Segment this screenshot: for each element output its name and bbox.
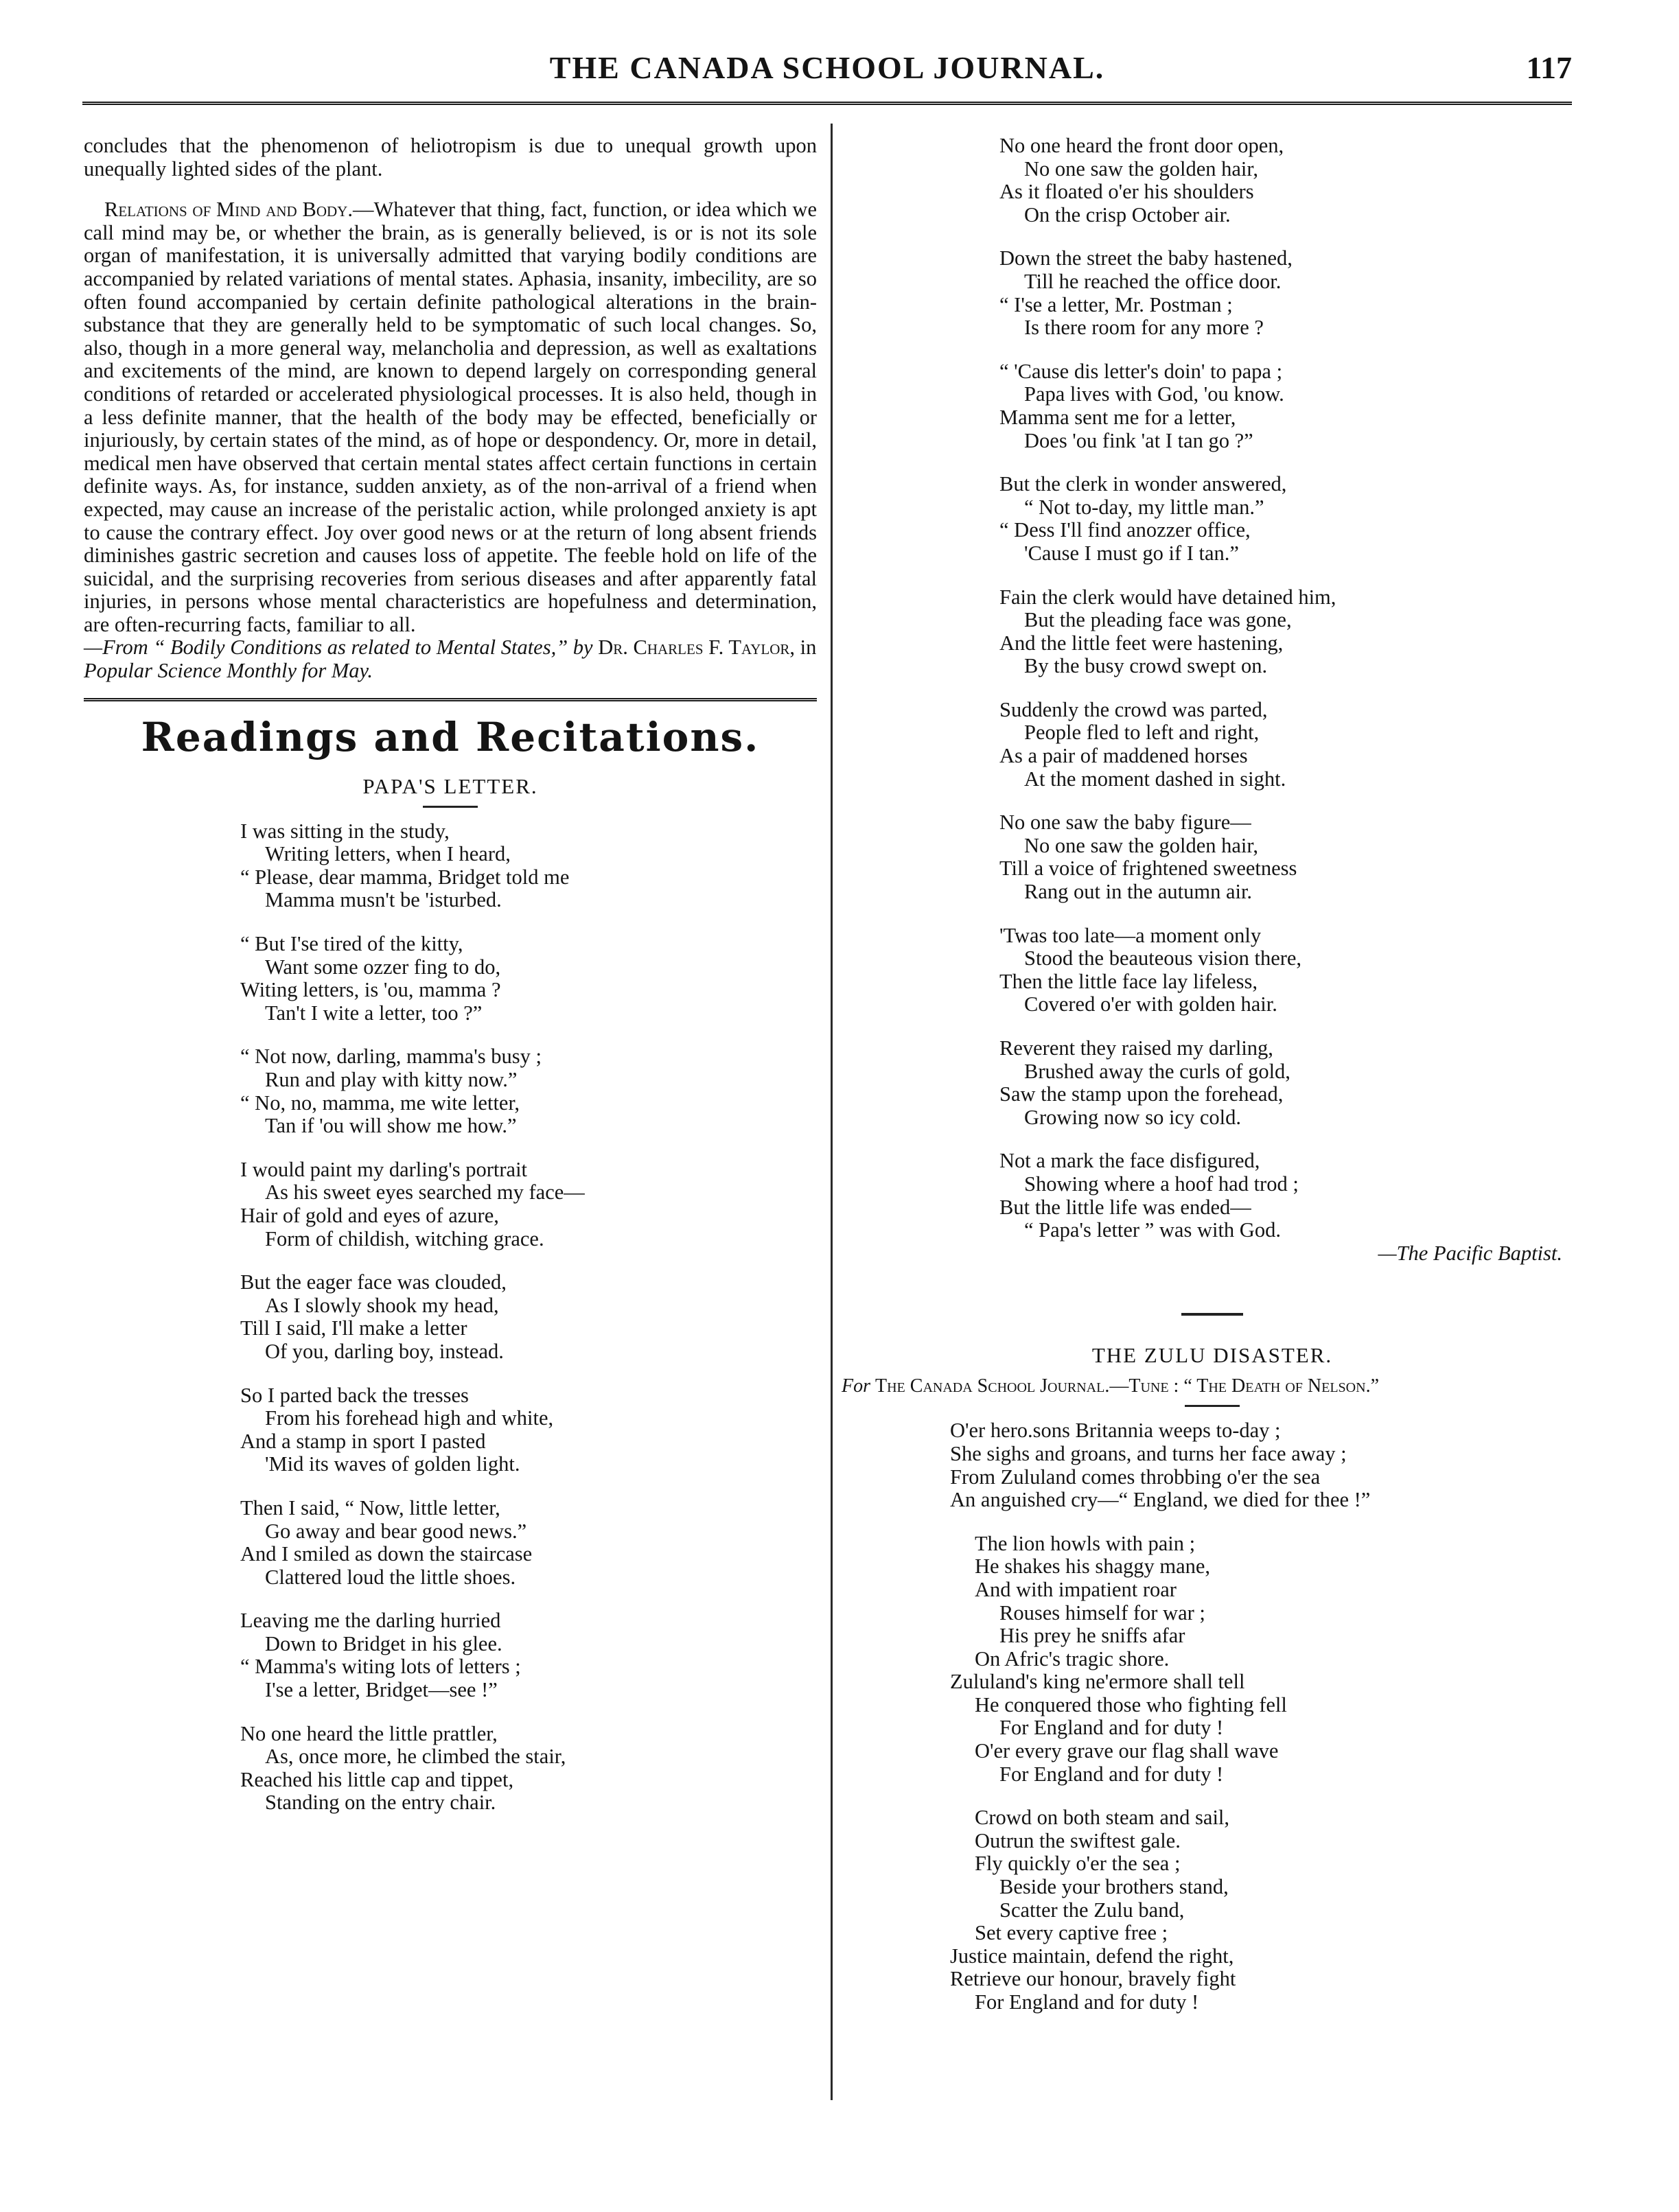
- poem-line: “ Mamma's witing lots of letters ;: [240, 1655, 521, 1679]
- poem-line: Want some ozzer fing to do,: [265, 955, 501, 979]
- poem-line: No one saw the golden hair,: [1024, 833, 1258, 857]
- poem-line: No one saw the golden hair,: [1024, 156, 1258, 181]
- poem-line: Scatter the Zulu band,: [999, 1898, 1185, 1922]
- citation-publication: Popular Science Monthly for May.: [84, 659, 373, 683]
- poem-line: Standing on the entry chair.: [265, 1791, 496, 1815]
- dedication-rule: [1185, 1405, 1240, 1407]
- stanza: [950, 1419, 1583, 1511]
- citation-author: Dr. Charles F. Taylor: [598, 636, 790, 660]
- poem-line: As, once more, he climbed the stair,: [265, 1745, 566, 1769]
- relations-body: —Whatever that thing, fact, function, or idea which we call mind may be, or whether the brain, as is generally believed, is or is not its sole organ of manifestation, it is universally admitted that varying bodily conditions are accompanied by related variations of mental states. Aphasia, insanity, imbecility, are so often found accompanied by certain definite pathological alterations in the brain-substance that they are generally held to be symptomatic of such local changes. So, also, though in a more general way, melancholia and depression, as well as exaltations and excitements of the mind, are known to depend largely on corresponding general conditions of retarded or accelerated physiological processes. It is also held, though in a less definite manner, that the health of the body may be effected, beneficially or injuriously, by certain states of the mind, as of hope or despondency. Or, more in detail, medical men have observed that certain mental states affect certain functions in certain definite ways. As, for instance, sudden anxiety, as of the non-arrival of a friend when expected, may cause an increase of the peristalic action, while prolonged anxiety is apt to cause the contrary effect. Joy over good news or at the return of long absent friends diminishes gastric secretion and causes loss of appetite. The feeble hold on life of the suicidal, and the surprising recoveries from serious diseases and after apparently fatal injuries, in persons whose mental characteristics are hopefulness and determination, are often-recurring facts, familiar to all.: [84, 198, 817, 636]
- stanza: [999, 1150, 1583, 1242]
- poem-line: On the crisp October air.: [1024, 202, 1231, 226]
- poem-line: She sighs and groans, and turns her face away ;: [950, 1441, 1347, 1465]
- stanza: [950, 1806, 1583, 2014]
- poem-line: 'Mid its waves of golden light.: [265, 1452, 520, 1476]
- poem-separator: [1181, 1313, 1243, 1316]
- poem-line: “ I'se a letter, Mr. Postman ;: [999, 292, 1233, 316]
- poem-line: Outrun the swiftest gale.: [975, 1828, 1181, 1852]
- poem-line: By the busy crowd swept on.: [1024, 654, 1268, 678]
- stanza: [999, 586, 1583, 678]
- poem-papas-letter-part1: [84, 820, 817, 1815]
- poem-line: Down the street the baby hastened,: [999, 246, 1293, 270]
- stanza: [240, 1271, 817, 1363]
- stanza: [240, 1159, 817, 1250]
- poem-line: Clattered loud the little shoes.: [265, 1565, 516, 1589]
- poem-line: And I smiled as down the staircase: [240, 1542, 533, 1566]
- poem-line: Retrieve our honour, bravely fight: [950, 1967, 1236, 1991]
- poem-line: “ Not now, darling, mamma's busy ;: [240, 1045, 542, 1069]
- poem-line: Crowd on both steam and sail,: [975, 1806, 1230, 1830]
- poem-line: “ Please, dear mamma, Bridget told me: [240, 865, 570, 889]
- poem-line: Rouses himself for war ;: [999, 1600, 1205, 1625]
- poem-line: O'er every grave our flag shall wave: [975, 1739, 1279, 1763]
- poem-title-papas-letter: PAPA'S LETTER.: [362, 773, 538, 798]
- poem-line: Tan if 'ou will show me how.”: [265, 1114, 517, 1138]
- section-heading: Readings and Recitations.: [141, 713, 760, 760]
- poem-line: I was sitting in the study,: [240, 819, 450, 843]
- poem-line: And with impatient roar: [975, 1577, 1177, 1601]
- poem-line: Stood the beauteous vision there,: [1024, 946, 1302, 970]
- citation-from: —From “ Bodily Conditions as related to Mental States,” by: [84, 636, 599, 660]
- stanza: [240, 1384, 817, 1476]
- title-rule: [423, 806, 478, 808]
- poem-line: But the pleading face was gone,: [1024, 608, 1292, 632]
- poem-line: Leaving me the darling hurried: [240, 1609, 501, 1633]
- poem-line: Of you, darling boy, instead.: [265, 1339, 504, 1363]
- poem-line: Beside your brothers stand,: [999, 1875, 1229, 1899]
- poem-line: Form of childish, witching grace.: [265, 1226, 544, 1250]
- citation: [84, 636, 817, 682]
- poem-line: I'se a letter, Bridget—see !”: [265, 1678, 498, 1702]
- poem-line: I would paint my darling's portrait: [240, 1157, 528, 1181]
- poem-line: Hair of gold and eyes of azure,: [240, 1203, 499, 1227]
- poem-line: At the moment dashed in sight.: [1024, 767, 1286, 791]
- poem-line: His prey he sniffs afar: [999, 1624, 1185, 1648]
- poem-line: For England and for duty !: [999, 1762, 1224, 1786]
- poem-line: “ Not to-day, my little man.”: [1024, 495, 1264, 519]
- stanza: [999, 699, 1583, 791]
- poem-line: Writing letters, when I heard,: [265, 842, 511, 866]
- right-column: [842, 135, 1583, 2035]
- poem-line: Mamma musn't be 'isturbed.: [265, 888, 502, 912]
- poem-line: On Afric's tragic shore.: [975, 1646, 1170, 1670]
- poem-line: Saw the stamp upon the forehead,: [999, 1082, 1284, 1106]
- poem-line: Fain the clerk would have detained him,: [999, 585, 1336, 609]
- poem-line: Covered o'er with golden hair.: [1024, 992, 1277, 1016]
- poem-title-zulu-disaster: THE ZULU DISASTER.: [1091, 1343, 1333, 1368]
- poem-line: But the little life was ended—: [999, 1195, 1251, 1219]
- poem-line: Till a voice of frightened sweetness: [999, 857, 1297, 881]
- stanza: [240, 1723, 817, 1815]
- poem-line: People fled to left and right,: [1024, 721, 1260, 745]
- poem-line: Papa lives with God, 'ou know.: [1024, 382, 1284, 406]
- dedication-text: The Canada School Journal.—Tune : “ The Death of Nelson.”: [875, 1375, 1379, 1397]
- page-header: [82, 49, 1572, 104]
- poem-line: For England and for duty !: [975, 1990, 1199, 2014]
- poem-line: “ No, no, mamma, me wite letter,: [240, 1091, 520, 1115]
- poem-line: 'Cause I must go if I tan.”: [1024, 541, 1239, 565]
- poem-dedication: [842, 1375, 1583, 1398]
- poem-line: “ But I'se tired of the kitty,: [240, 932, 463, 956]
- poem-line: Not a mark the face disfigured,: [999, 1149, 1260, 1173]
- poem-line: Brushed away the curls of gold,: [1024, 1059, 1290, 1083]
- poem-line: 'Twas too late—a moment only: [999, 923, 1262, 947]
- poem-line: Reverent they raised my darling,: [999, 1036, 1273, 1060]
- poem-line: Does 'ou fink 'at I tan go ?”: [1024, 428, 1253, 452]
- poem-line: Then I said, “ Now, little letter,: [240, 1495, 500, 1520]
- poem-line: Justice maintain, defend the right,: [950, 1944, 1234, 1968]
- stanza: [999, 924, 1583, 1016]
- poem-line: Fly quickly o'er the sea ;: [975, 1852, 1181, 1876]
- stanza: [999, 135, 1583, 226]
- stanza: [950, 1533, 1583, 1786]
- dedication-lead: For: [842, 1375, 870, 1397]
- poem-line: Witing letters, is 'ou, mamma ?: [240, 978, 501, 1002]
- poem-line: From Zululand comes throbbing o'er the sea: [950, 1465, 1321, 1489]
- header-rule: [82, 102, 1572, 105]
- relations-heading: Relations of Mind and Body.: [104, 198, 353, 222]
- poem-line: So I parted back the tresses: [240, 1383, 469, 1407]
- stanza: [999, 1037, 1583, 1129]
- poem-line: No one heard the little prattler,: [240, 1721, 498, 1745]
- poem-line: As it floated o'er his shoulders: [999, 180, 1254, 204]
- poem-line: Zululand's king ne'ermore shall tell: [950, 1670, 1245, 1694]
- poem-line: Growing now so icy cold.: [1024, 1105, 1241, 1129]
- poem-line: He conquered those who fighting fell: [975, 1692, 1287, 1716]
- poem-line: O'er hero.sons Britannia weeps to-day ;: [950, 1419, 1281, 1443]
- section-rule: [84, 698, 817, 701]
- stanza: [240, 1045, 817, 1137]
- poem-line: As his sweet eyes searched my face—: [265, 1180, 585, 1204]
- stanza: [240, 1609, 817, 1701]
- citation-in: , in: [789, 636, 817, 660]
- page-number: 117: [1526, 50, 1572, 85]
- poem-line: But the eager face was clouded,: [240, 1270, 507, 1294]
- poem-attribution: —The Pacific Baptist.: [1378, 1241, 1562, 1265]
- column-divider: [831, 124, 833, 2100]
- poem-line: Suddenly the crowd was parted,: [999, 697, 1268, 721]
- poem-line: Rang out in the autumn air.: [1024, 880, 1253, 904]
- poem-line: From his forehead high and white,: [265, 1406, 554, 1430]
- poem-line: Go away and bear good news.”: [265, 1519, 527, 1543]
- poem-zulu-disaster: [842, 1419, 1583, 2014]
- poem-line: Reached his little cap and tippet,: [240, 1767, 514, 1791]
- stanza: [999, 473, 1583, 565]
- poem-line: An anguished cry—“ England, we died for thee !”: [950, 1488, 1371, 1512]
- stanza: [240, 1497, 817, 1589]
- poem-line: But the clerk in wonder answered,: [999, 472, 1287, 496]
- stanza: [999, 247, 1583, 339]
- poem-line: No one heard the front door open,: [999, 134, 1284, 157]
- poem-line: No one saw the baby figure—: [999, 811, 1251, 835]
- poem-line: Till he reached the office door.: [1024, 269, 1282, 293]
- poem-line: For England and for duty !: [999, 1716, 1224, 1740]
- poem-line: As a pair of maddened horses: [999, 744, 1248, 768]
- poem-line: “ Dess I'll find anozzer office,: [999, 518, 1251, 542]
- poem-line: And the little feet were hastening,: [999, 631, 1284, 655]
- poem-papas-letter-part2: [842, 135, 1583, 1242]
- poem-line: The lion howls with pain ;: [975, 1531, 1196, 1555]
- poem-line: He shakes his shaggy mane,: [975, 1555, 1211, 1579]
- poem-line: Till I said, I'll make a letter: [240, 1316, 467, 1340]
- poem-line: Mamma sent me for a letter,: [999, 405, 1236, 429]
- left-column: [84, 135, 817, 1835]
- poem-line: Run and play with kitty now.”: [265, 1068, 518, 1091]
- poem-line: And a stamp in sport I pasted: [240, 1429, 486, 1453]
- stanza: [999, 811, 1583, 903]
- relations-paragraph: [84, 198, 817, 636]
- poem-line: Is there room for any more ?: [1024, 316, 1264, 340]
- stanza: [999, 360, 1583, 452]
- continued-paragraph: concludes that the phenomenon of heliotropism is due to unequal growth upon unequally lighted sides of the plant.: [84, 134, 817, 181]
- poem-line: As I slowly shook my head,: [265, 1293, 499, 1317]
- poem-line: Showing where a hoof had trod ;: [1024, 1172, 1299, 1196]
- poem-line: Set every captive free ;: [975, 1921, 1168, 1945]
- running-title: THE CANADA SCHOOL JOURNAL.: [549, 50, 1105, 85]
- stanza: [240, 933, 817, 1025]
- poem-line: Tan't I wite a letter, too ?”: [265, 1001, 483, 1025]
- poem-line: Then the little face lay lifeless,: [999, 969, 1258, 993]
- poem-line: “ 'Cause dis letter's doin' to papa ;: [999, 359, 1283, 383]
- stanza: [240, 820, 817, 912]
- poem-line: Down to Bridget in his glee.: [265, 1631, 502, 1655]
- poem-line: “ Papa's letter ” was with God.: [1024, 1218, 1281, 1242]
